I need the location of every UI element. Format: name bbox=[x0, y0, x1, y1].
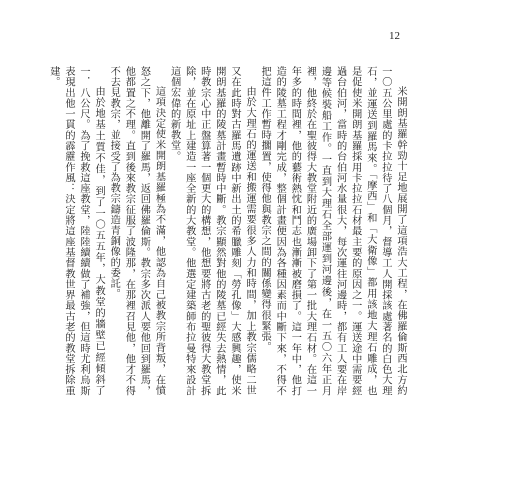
body-text bbox=[8, 66, 408, 396]
paragraph-2: 由於大理石的運送和搬運需要很多人力和時間，加上教宗儒略二世又在此時對古羅馬遺跡中新出土的希臘雕刻「勞孔像」大感興趣，使米開朗基羅的陵墓計畫暫時中斷。教宗顯然對他的陵墓已經失去熱情，此時教宗心中正盤算著一個更大的構想，他想要將古老的聖彼得大教堂拆除，並在原址上建造一座全新的大教堂。他選定建築師布拉曼特來設計這個宏偉的新教堂。 bbox=[168, 66, 256, 396]
paragraph-1: 米開朗基羅幹勁十足地展開了這項浩大工程，在佛羅倫斯西北方約一〇五公里處的卡拉拉待了八個月，督導工人開採該處著名的白色大理石，並運送到羅馬來。「摩西」和「大衛像」都用該地大理石雕成，也是促使米開朗基羅採用卡拉拉石材最主要的原因之一。運送途中需要經過台伯河，當時的台伯河水量很大，每次運往河邊時，都有工人要在岸邊等候裝船工作。一直到大理石全部運到河邊後，在一五〇六年正月裡，他終於在聖彼得大教堂附近的廣場卸下了第一批大理石材。在這一年多的時間裡，他的藝術熱忱和鬥志也漸漸被磨損了。這一年中，他打造的陵墓工程才剛完成，整個計畫便因為各種因素而中斷下來，不得不把這件工作暫時擱置，使得他與教宗之間的關係變得很緊張。 bbox=[259, 66, 406, 396]
paragraph-4: 由於地基土質不佳，到了一〇五五年，大教堂的牆壁已經傾斜了一．八公尺。為了挽救這座教堂，陸陸續續做了補強，但這時尤利烏斯表現出他一貫的霹靂作風：決定將這座基督教世界最古老的教堂拆除重建。 bbox=[47, 66, 105, 396]
page-number: 12 bbox=[389, 30, 400, 42]
paragraph-3: 這項決定使米開朗基羅極為不滿，他認為自己被教宗所背叛，在憤怒之下，他離開了羅馬，返回佛羅倫斯。教宗多次派人要他回到羅馬，他都置之不理。直到後來教宗征服了波隆那，在那裡召見他，他才不得不去見教宗，並接受了為教宗鑄造青銅像的委託。 bbox=[108, 66, 165, 396]
